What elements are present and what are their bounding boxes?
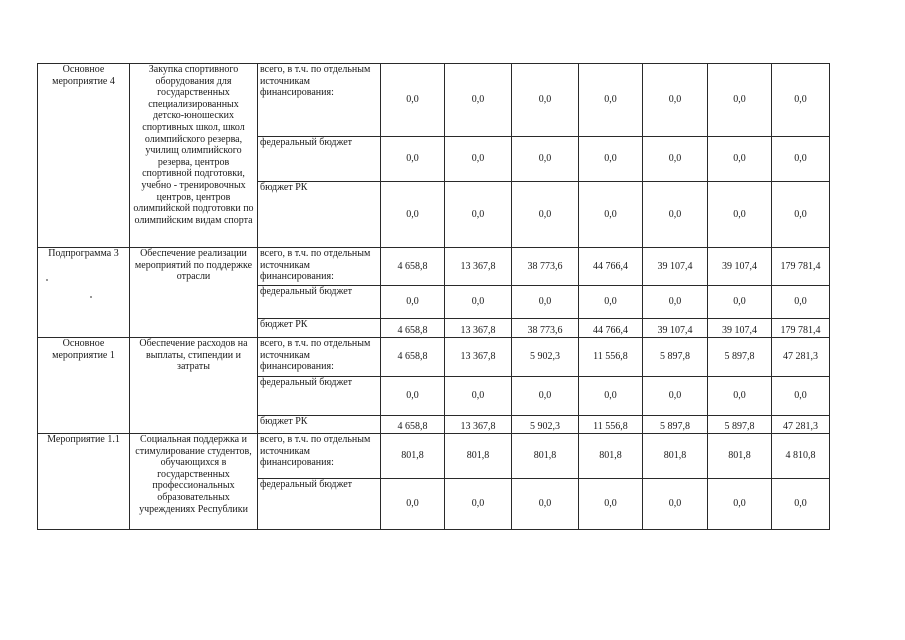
program-title-cell: Социальная поддержка и стимулирование студентов, обучающихся в государственных профессиональных образовательных учреждениях Республики: [130, 434, 258, 530]
table-body: [38, 64, 830, 530]
funding-source-cell: бюджет РК: [258, 416, 381, 434]
amount-cell: 0,0: [512, 64, 579, 137]
amount-cell: 0,0: [579, 137, 643, 182]
program-code-cell: Мероприятие 1.1: [38, 434, 130, 530]
amount-cell: 179 781,4: [772, 319, 830, 338]
funding-source-cell: всего, в т.ч. по отдельным источникам финансирования:: [258, 248, 381, 286]
funding-source-cell: бюджет РК: [258, 319, 381, 338]
amount-cell: 0,0: [772, 377, 830, 416]
amount-cell: 0,0: [772, 479, 830, 530]
funding-source-cell: всего, в т.ч. по отдельным источникам финансирования:: [258, 64, 381, 137]
amount-cell: 4 658,8: [381, 319, 445, 338]
amount-cell: 0,0: [512, 286, 579, 319]
amount-cell: 13 367,8: [445, 248, 512, 286]
table-row: [38, 248, 830, 286]
funding-source-cell: всего, в т.ч. по отдельным источникам финансирования:: [258, 338, 381, 377]
amount-cell: 0,0: [708, 377, 772, 416]
amount-cell: 0,0: [381, 286, 445, 319]
amount-cell: 0,0: [445, 137, 512, 182]
amount-cell: 47 281,3: [772, 416, 830, 434]
funding-source-cell: федеральный бюджет: [258, 137, 381, 182]
amount-cell: 0,0: [579, 479, 643, 530]
amount-cell: 0,0: [772, 137, 830, 182]
amount-cell: 13 367,8: [445, 416, 512, 434]
amount-cell: 0,0: [512, 479, 579, 530]
scan-speck: [90, 296, 92, 298]
amount-cell: 11 556,8: [579, 338, 643, 377]
amount-cell: 4 810,8: [772, 434, 830, 479]
amount-cell: 0,0: [579, 286, 643, 319]
amount-cell: 801,8: [445, 434, 512, 479]
amount-cell: 4 658,8: [381, 248, 445, 286]
amount-cell: 0,0: [579, 182, 643, 248]
funding-source-cell: федеральный бюджет: [258, 479, 381, 530]
amount-cell: 13 367,8: [445, 319, 512, 338]
amount-cell: 39 107,4: [643, 248, 708, 286]
table-row: [38, 64, 830, 137]
amount-cell: 39 107,4: [708, 319, 772, 338]
amount-cell: 0,0: [579, 377, 643, 416]
program-code-cell: Основное мероприятие 1: [38, 338, 130, 434]
table-row: [38, 338, 830, 377]
budget-table: [37, 63, 830, 530]
amount-cell: 0,0: [708, 479, 772, 530]
program-code-cell: Основное мероприятие 4: [38, 64, 130, 248]
amount-cell: 0,0: [512, 182, 579, 248]
amount-cell: 5 897,8: [643, 416, 708, 434]
amount-cell: 0,0: [445, 182, 512, 248]
amount-cell: 47 281,3: [772, 338, 830, 377]
amount-cell: 179 781,4: [772, 248, 830, 286]
amount-cell: 5 897,8: [708, 338, 772, 377]
amount-cell: 0,0: [381, 137, 445, 182]
amount-cell: 0,0: [643, 286, 708, 319]
program-code-cell: Подпрограмма 3: [38, 248, 130, 338]
amount-cell: 5 902,3: [512, 416, 579, 434]
amount-cell: 801,8: [579, 434, 643, 479]
amount-cell: 0,0: [772, 286, 830, 319]
amount-cell: 801,8: [708, 434, 772, 479]
funding-source-cell: бюджет РК: [258, 182, 381, 248]
funding-source-cell: федеральный бюджет: [258, 286, 381, 319]
amount-cell: 0,0: [381, 64, 445, 137]
amount-cell: 0,0: [643, 377, 708, 416]
program-title-cell: Обеспечение реализации мероприятий по поддержке отрасли: [130, 248, 258, 338]
program-title-cell: Закупка спортивного оборудования для государственных специализированных детско-юношеских спортивных школ, школ олимпийского резерва, училищ олимпийского резерва, центров спортивной подготовки, учебно - тренировочных центров, центров олимпийской подготовки по олимпийским видам спорта: [130, 64, 258, 248]
amount-cell: 0,0: [445, 377, 512, 416]
amount-cell: 0,0: [643, 64, 708, 137]
amount-cell: 0,0: [643, 479, 708, 530]
amount-cell: 0,0: [445, 64, 512, 137]
amount-cell: 0,0: [381, 377, 445, 416]
amount-cell: 0,0: [708, 182, 772, 248]
amount-cell: 0,0: [772, 64, 830, 137]
amount-cell: 38 773,6: [512, 319, 579, 338]
amount-cell: 0,0: [708, 64, 772, 137]
amount-cell: 0,0: [708, 286, 772, 319]
program-title-cell: Обеспечение расходов на выплаты, стипендии и затраты: [130, 338, 258, 434]
amount-cell: 4 658,8: [381, 338, 445, 377]
amount-cell: 0,0: [643, 182, 708, 248]
amount-cell: 13 367,8: [445, 338, 512, 377]
table-row: [38, 434, 830, 479]
amount-cell: 0,0: [381, 182, 445, 248]
amount-cell: 0,0: [445, 286, 512, 319]
amount-cell: 0,0: [643, 137, 708, 182]
amount-cell: 0,0: [381, 479, 445, 530]
amount-cell: 11 556,8: [579, 416, 643, 434]
amount-cell: 39 107,4: [643, 319, 708, 338]
amount-cell: 39 107,4: [708, 248, 772, 286]
amount-cell: 801,8: [643, 434, 708, 479]
amount-cell: 5 902,3: [512, 338, 579, 377]
amount-cell: 5 897,8: [708, 416, 772, 434]
funding-source-cell: федеральный бюджет: [258, 377, 381, 416]
amount-cell: 0,0: [708, 137, 772, 182]
amount-cell: 0,0: [579, 64, 643, 137]
funding-source-cell: всего, в т.ч. по отдельным источникам финансирования:: [258, 434, 381, 479]
amount-cell: 0,0: [512, 377, 579, 416]
amount-cell: 4 658,8: [381, 416, 445, 434]
scan-speck: [46, 279, 48, 281]
amount-cell: 44 766,4: [579, 248, 643, 286]
amount-cell: 38 773,6: [512, 248, 579, 286]
amount-cell: 801,8: [512, 434, 579, 479]
amount-cell: 801,8: [381, 434, 445, 479]
amount-cell: 0,0: [445, 479, 512, 530]
amount-cell: 5 897,8: [643, 338, 708, 377]
amount-cell: 0,0: [512, 137, 579, 182]
amount-cell: 0,0: [772, 182, 830, 248]
amount-cell: 44 766,4: [579, 319, 643, 338]
